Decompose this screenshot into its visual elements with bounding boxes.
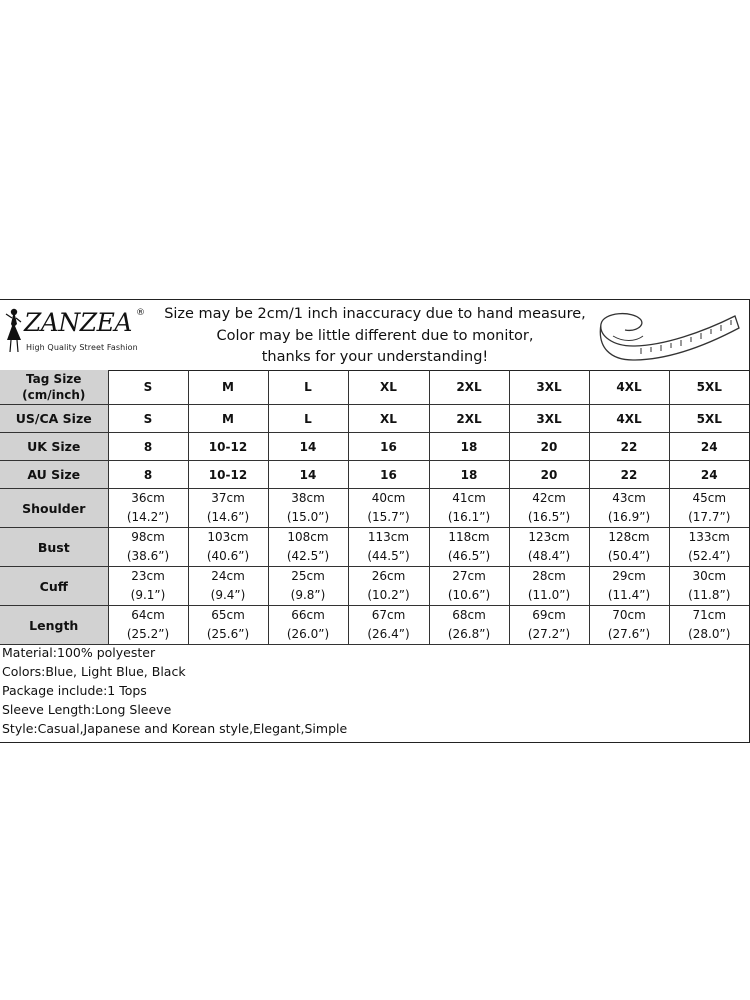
measure-cm: 45cm bbox=[692, 491, 727, 505]
size-chart bbox=[0, 299, 750, 743]
measure-cm: 123cm bbox=[528, 530, 570, 544]
measure-cm: 66cm bbox=[291, 608, 325, 622]
measure-cell bbox=[589, 489, 669, 528]
measure-cm: 69cm bbox=[532, 608, 566, 622]
size-cell: 8 bbox=[108, 433, 188, 461]
measure-inch: (14.6”) bbox=[206, 510, 250, 524]
size-cell: XL bbox=[348, 370, 429, 405]
size-row bbox=[0, 528, 749, 567]
size-cell: 10-12 bbox=[188, 461, 268, 489]
measure-inch: (14.2”) bbox=[126, 510, 170, 524]
measure-cell bbox=[429, 567, 509, 606]
measure-cell bbox=[509, 606, 589, 645]
measure-cell bbox=[348, 489, 429, 528]
measure-cm: 65cm bbox=[211, 608, 245, 622]
size-cell: 16 bbox=[348, 433, 429, 461]
measure-cell bbox=[429, 489, 509, 528]
info-package: Package include:1 Tops bbox=[2, 683, 147, 698]
measure-inch: (16.9”) bbox=[607, 510, 651, 524]
measure-cm: 27cm bbox=[452, 569, 486, 583]
measure-cm: 42cm bbox=[532, 491, 566, 505]
measure-cm: 108cm bbox=[287, 530, 329, 544]
measure-cell bbox=[268, 567, 348, 606]
size-cell: S bbox=[108, 405, 188, 433]
measure-cell bbox=[108, 528, 188, 567]
measure-inch: (25.2”) bbox=[126, 627, 170, 641]
measure-cm: 29cm bbox=[612, 569, 646, 583]
measure-inch: (15.7”) bbox=[367, 510, 410, 524]
measure-inch: (9.1”) bbox=[130, 588, 166, 602]
measurement-notice bbox=[155, 304, 595, 369]
size-cell: M bbox=[188, 405, 268, 433]
measure-cm: 25cm bbox=[291, 569, 325, 583]
row-label: Bust bbox=[0, 528, 108, 567]
measure-cell bbox=[268, 489, 348, 528]
measure-cm: 41cm bbox=[452, 491, 486, 505]
measure-cm: 30cm bbox=[692, 569, 727, 583]
size-cell: 18 bbox=[429, 433, 509, 461]
size-cell: 14 bbox=[268, 461, 348, 489]
measure-inch: (10.2”) bbox=[367, 588, 410, 602]
brand-logo bbox=[2, 306, 162, 362]
measure-inch: (11.8”) bbox=[688, 588, 731, 602]
measure-inch: (17.7”) bbox=[688, 510, 731, 524]
measure-cell bbox=[268, 528, 348, 567]
measure-cell bbox=[348, 528, 429, 567]
size-cell: 2XL bbox=[429, 405, 509, 433]
size-row bbox=[0, 461, 749, 489]
size-row bbox=[0, 370, 749, 405]
size-table-body bbox=[0, 370, 749, 645]
measuring-tape-icon bbox=[593, 306, 743, 366]
measure-inch: (9.4”) bbox=[210, 588, 246, 602]
notice-line: Color may be little different due to monitor, bbox=[216, 327, 534, 344]
size-row bbox=[0, 567, 749, 606]
info-style: Style:Casual,Japanese and Korean style,Elegant,Simple bbox=[2, 721, 348, 736]
measure-cell bbox=[188, 567, 268, 606]
row-label: Cuff bbox=[0, 567, 108, 606]
row-label: US/CA Size bbox=[0, 405, 108, 433]
size-cell: 8 bbox=[108, 461, 188, 489]
measure-cm: 43cm bbox=[612, 491, 646, 505]
size-cell: 22 bbox=[589, 461, 669, 489]
measure-cell bbox=[108, 606, 188, 645]
chart-header bbox=[0, 300, 749, 371]
measure-cm: 113cm bbox=[367, 530, 410, 544]
measure-cm: 71cm bbox=[692, 608, 727, 622]
measure-inch: (16.1”) bbox=[447, 510, 491, 524]
measure-cell bbox=[268, 606, 348, 645]
measure-inch: (27.6”) bbox=[607, 627, 651, 641]
size-cell: 24 bbox=[669, 461, 749, 489]
measure-cell bbox=[589, 528, 669, 567]
measure-inch: (44.5”) bbox=[367, 549, 410, 563]
size-row bbox=[0, 433, 749, 461]
measure-cell bbox=[188, 528, 268, 567]
size-cell: 22 bbox=[589, 433, 669, 461]
measure-cell bbox=[509, 489, 589, 528]
measure-inch: (40.6”) bbox=[206, 549, 250, 563]
measure-cell bbox=[108, 567, 188, 606]
size-cell: 3XL bbox=[509, 370, 589, 405]
measure-cm: 26cm bbox=[371, 569, 406, 583]
size-row bbox=[0, 489, 749, 528]
measure-cm: 23cm bbox=[131, 569, 165, 583]
brand-tagline: High Quality Street Fashion bbox=[26, 343, 138, 352]
measure-inch: (15.0”) bbox=[286, 510, 330, 524]
measure-inch: (28.0”) bbox=[688, 627, 731, 641]
measure-cell bbox=[509, 567, 589, 606]
measure-cm: 38cm bbox=[291, 491, 325, 505]
size-cell: 10-12 bbox=[188, 433, 268, 461]
measure-inch: (11.4”) bbox=[607, 588, 651, 602]
row-label: Tag Size (cm/inch) bbox=[0, 370, 108, 405]
size-cell: M bbox=[188, 370, 268, 405]
measure-cm: 40cm bbox=[371, 491, 406, 505]
size-cell: L bbox=[268, 405, 348, 433]
measure-cell bbox=[509, 528, 589, 567]
size-cell: L bbox=[268, 370, 348, 405]
size-cell: 24 bbox=[669, 433, 749, 461]
size-cell: 14 bbox=[268, 433, 348, 461]
product-info bbox=[2, 643, 347, 738]
measure-cell bbox=[429, 606, 509, 645]
measure-cm: 128cm bbox=[608, 530, 650, 544]
size-cell: 20 bbox=[509, 461, 589, 489]
measure-inch: (26.4”) bbox=[367, 627, 410, 641]
size-table bbox=[0, 370, 749, 645]
measure-inch: (25.6”) bbox=[206, 627, 250, 641]
measure-inch: (26.8”) bbox=[447, 627, 491, 641]
measure-inch: (10.6”) bbox=[447, 588, 491, 602]
row-label: Length bbox=[0, 606, 108, 645]
row-label: UK Size bbox=[0, 433, 108, 461]
measure-inch: (52.4”) bbox=[688, 549, 731, 563]
measure-cm: 37cm bbox=[211, 491, 245, 505]
size-cell: 3XL bbox=[509, 405, 589, 433]
size-cell: 2XL bbox=[429, 370, 509, 405]
measure-cm: 67cm bbox=[371, 608, 406, 622]
measure-inch: (27.2”) bbox=[527, 627, 571, 641]
measure-cm: 36cm bbox=[131, 491, 165, 505]
measure-cm: 98cm bbox=[131, 530, 165, 544]
measure-cell bbox=[188, 606, 268, 645]
measure-inch: (11.0”) bbox=[527, 588, 571, 602]
measure-cell bbox=[669, 567, 749, 606]
measure-cell bbox=[669, 528, 749, 567]
size-cell: 4XL bbox=[589, 405, 669, 433]
measure-cm: 118cm bbox=[448, 530, 490, 544]
measure-cm: 68cm bbox=[452, 608, 486, 622]
measure-inch: (38.6”) bbox=[126, 549, 170, 563]
measure-inch: (50.4”) bbox=[607, 549, 651, 563]
measure-inch: (16.5”) bbox=[527, 510, 571, 524]
notice-line: Size may be 2cm/1 inch inaccuracy due to hand measure, bbox=[164, 306, 586, 322]
measure-cm: 70cm bbox=[612, 608, 646, 622]
registered-mark: ® bbox=[136, 308, 145, 318]
dress-figure-icon bbox=[2, 306, 24, 354]
brand-name: ZANZEA bbox=[24, 308, 132, 337]
measure-inch: (26.0”) bbox=[286, 627, 330, 641]
info-sleeve-length: Sleeve Length:Long Sleeve bbox=[2, 702, 172, 717]
size-row bbox=[0, 606, 749, 645]
measure-cm: 64cm bbox=[131, 608, 165, 622]
measure-cm: 103cm bbox=[207, 530, 249, 544]
row-label: AU Size bbox=[0, 461, 108, 489]
measure-cell bbox=[669, 606, 749, 645]
measure-inch: (9.8”) bbox=[290, 588, 326, 602]
measure-cm: 28cm bbox=[532, 569, 566, 583]
size-cell: S bbox=[108, 370, 188, 405]
size-cell: 18 bbox=[429, 461, 509, 489]
size-cell: 5XL bbox=[669, 405, 749, 433]
measure-cell bbox=[669, 489, 749, 528]
measure-cell bbox=[348, 606, 429, 645]
size-cell: 20 bbox=[509, 433, 589, 461]
size-row bbox=[0, 405, 749, 433]
measure-cell bbox=[589, 567, 669, 606]
measure-cell bbox=[348, 567, 429, 606]
size-cell: XL bbox=[348, 405, 429, 433]
measure-cell bbox=[188, 489, 268, 528]
size-cell: 16 bbox=[348, 461, 429, 489]
notice-line: thanks for your understanding! bbox=[261, 349, 489, 365]
measure-cm: 133cm bbox=[688, 530, 730, 544]
info-material: Material:100% polyester bbox=[2, 645, 156, 660]
measure-inch: (46.5”) bbox=[447, 549, 491, 563]
measure-cell bbox=[429, 528, 509, 567]
measure-inch: (48.4”) bbox=[527, 549, 571, 563]
measure-cell bbox=[589, 606, 669, 645]
row-label: Shoulder bbox=[0, 489, 108, 528]
size-cell: 5XL bbox=[669, 370, 749, 405]
info-colors: Colors:Blue, Light Blue, Black bbox=[2, 664, 186, 679]
measure-cm: 24cm bbox=[211, 569, 245, 583]
measure-inch: (42.5”) bbox=[286, 549, 330, 563]
size-cell: 4XL bbox=[589, 370, 669, 405]
measure-cell bbox=[108, 489, 188, 528]
